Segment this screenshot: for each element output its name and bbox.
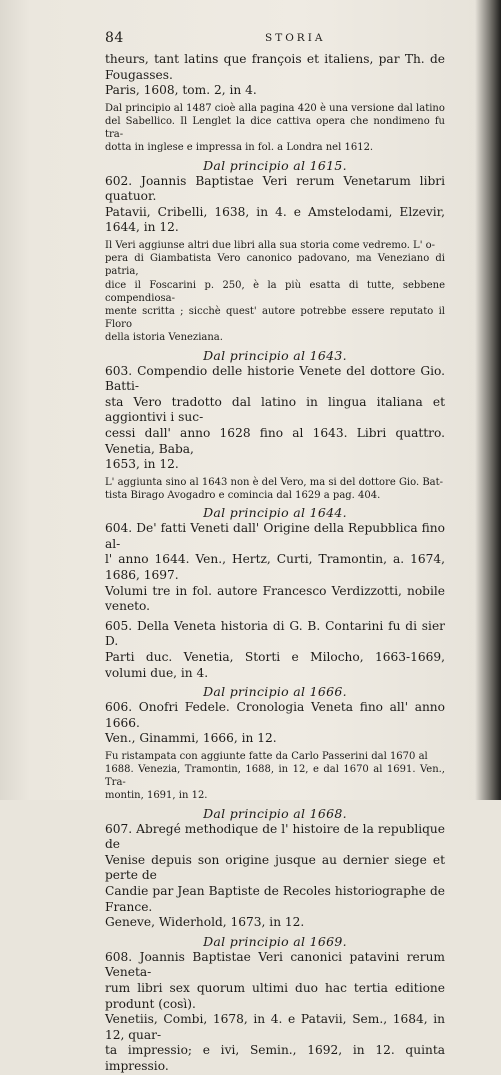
note-paragraph: Fu ristampata con aggiunte fatte da Carlo Passerini dal 1670 al 1688. Venezia, Tramontin, 1688, in 12, e dal 1670 al 1691. Ven., Tra- montin, 1691, in 12. xyxy=(105,750,445,802)
text-column xyxy=(105,52,445,1075)
section-heading: Dal principio al 1643. xyxy=(203,347,347,363)
entry-604: 604. De' fatti Veneti dall' Origine della Repubblica fino al- l' anno 1644. Ven., Hertz, Curti, Tramontin, a. 1674, 1686, 1697. Volumi tre in fol. autore Francesco Verdizzotti, nobile veneto. xyxy=(105,521,445,614)
entry-602: 602. Joannis Baptistae Veri rerum Venetarum libri quatuor. Patavii, Cribelli, 1638, in 4. e Amstelodami, Elzevir, 1644, in 12. xyxy=(105,173,445,235)
section-heading: Dal principio al 1644. xyxy=(203,505,347,521)
entry-605: 605. Della Veneta historia di G. B. Contarini fu di sier D. Parti duc. Venetia, Storti e Milocho, 1663-1669, volumi due, in 4. xyxy=(105,618,445,680)
page-number: 84 xyxy=(105,30,124,46)
section-heading: Dal principio al 1668. xyxy=(203,805,347,821)
note-paragraph: L' aggiunta sino al 1643 non è del Vero, ma si del dottore Gio. Bat- tista Birago Avogadro e comincia dal 1629 a pag. 404. xyxy=(105,476,444,501)
entry-606: 606. Onofri Fedele. Cronologia Veneta fino all' anno 1666. Ven., Ginammi, 1666, in 12. xyxy=(105,700,445,746)
section-heading: Dal principio al 1669. xyxy=(203,933,347,949)
running-head: STORIA xyxy=(265,32,326,44)
entry-607: 607. Abregé methodique de l' histoire de la republique de Venise depuis son origine jusque au dernier siege et perte de Candie par Jean Baptiste de Recoles historiographe de France. Geneve, Widerhold, 1673, in 12. xyxy=(105,821,445,930)
note-paragraph: Dal principio al 1487 cioè alla pagina 420 è una versione dal latino del Sabellico. Il Lenglet la dice cattiva opera che nondimeno fu tra- dotta in inglese e impressa in fol. a Londra nel 1612. xyxy=(105,102,445,154)
entry-603: 603. Compendio delle historie Venete del dottore Gio. Batti- sta Vero tradotto dal latino in lingua italiana et aggiontivi i suc- cessi dall' anno 1628 fino al 1643. Libri quattro. Venetia, Baba, 1653, in 12. xyxy=(105,363,445,472)
entry-paragraph: theurs, tant latins que françois et italiens, par Th. de Fougasses. Paris, 1608, tom. 2, in 4. xyxy=(105,52,445,98)
note-paragraph: Il Veri aggiunse altri due libri alla sua storia come vedremo. L' o- pera di Giambatista Vero canonico padovano, ma Veneziano di patria, dice il Foscarini p. 250, è la più esatta di tutte, sebbene compendiosa- mente scritta ; sicchè quest' autore potrebbe essere reputato il Floro della istoria Veneziana. xyxy=(105,239,445,344)
section-heading: Dal principio al 1615. xyxy=(203,157,347,173)
section-heading: Dal principio al 1666. xyxy=(203,684,347,700)
page-edge-shadow xyxy=(475,0,501,800)
page-header xyxy=(105,30,445,46)
entry-608: 608. Joannis Baptistae Veri canonici patavini rerum Veneta- rum libri sex quorum ultimi duo hac tertia editione produnt (così). Venetiis, Combi, 1678, in 4. e Patavii, Sem., 1684, in 12, quar- ta impressio; e ivi, Semin., 1692, in 12. quinta impressio. xyxy=(105,949,445,1073)
